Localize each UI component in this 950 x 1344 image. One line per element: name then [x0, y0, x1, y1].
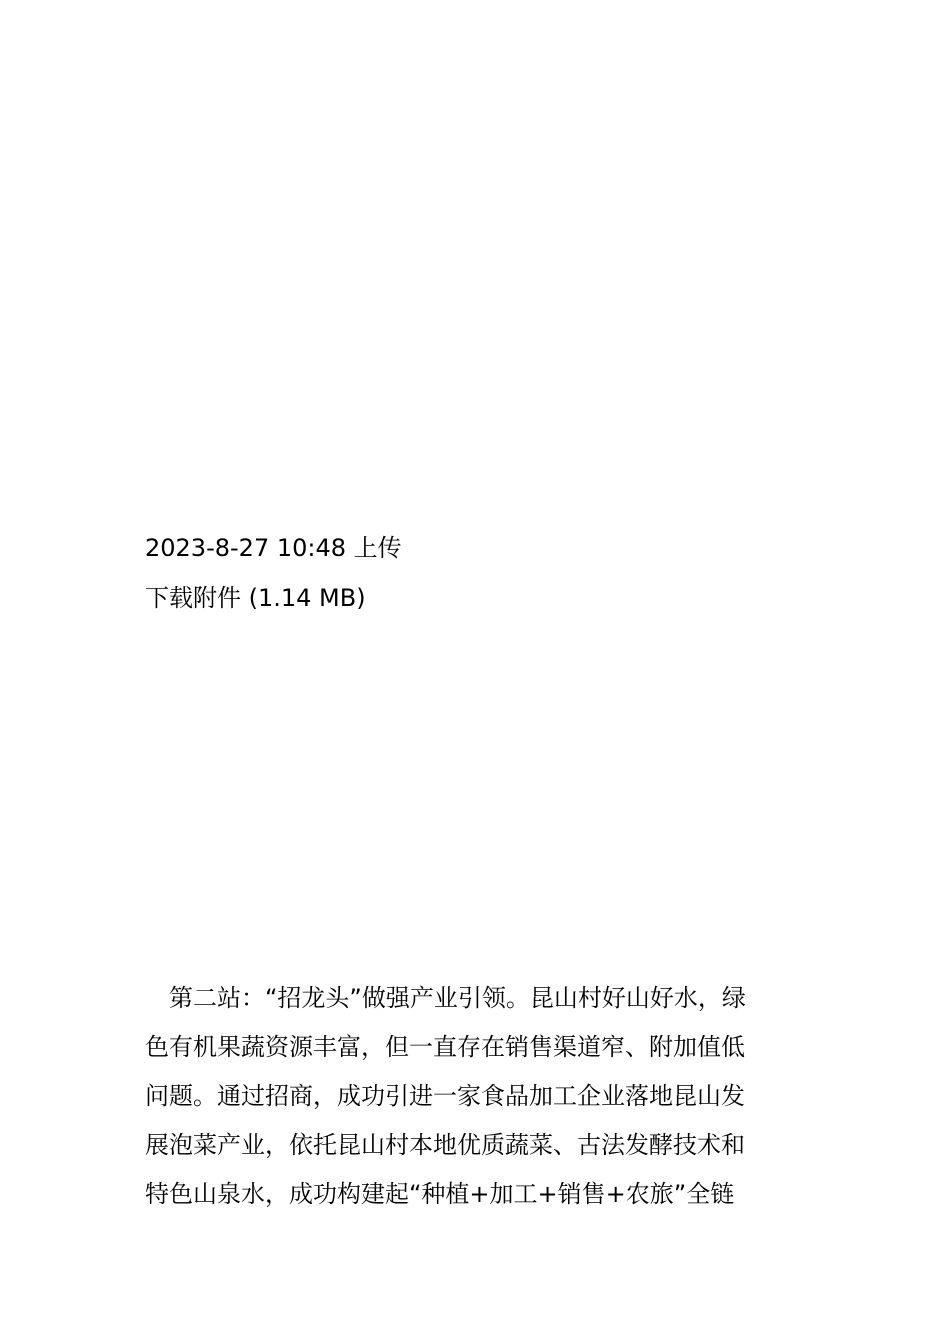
upload-timestamp: 2023-8-27 10:48 上传	[145, 534, 402, 562]
paragraph-line: 第二站：“招龙头”做强产业引领。昆山村好山好水，绿	[145, 984, 746, 1012]
paragraph-line: 问题。通过招商，成功引进一家食品加工企业落地昆山发	[145, 1082, 745, 1110]
paragraph-line: 色有机果蔬资源丰富，但一直存在销售渠道窄、附加值低	[145, 1033, 745, 1061]
paragraph-line: 展泡菜产业，依托昆山村本地优质蔬菜、古法发酵技术和	[145, 1131, 745, 1159]
download-attachment-link[interactable]: 下载附件 (1.14 MB)	[145, 584, 366, 612]
article-paragraph	[145, 978, 807, 1223]
paragraph-line: 特色山泉水，成功构建起“种植+加工+销售+农旅”全链	[145, 1180, 735, 1208]
